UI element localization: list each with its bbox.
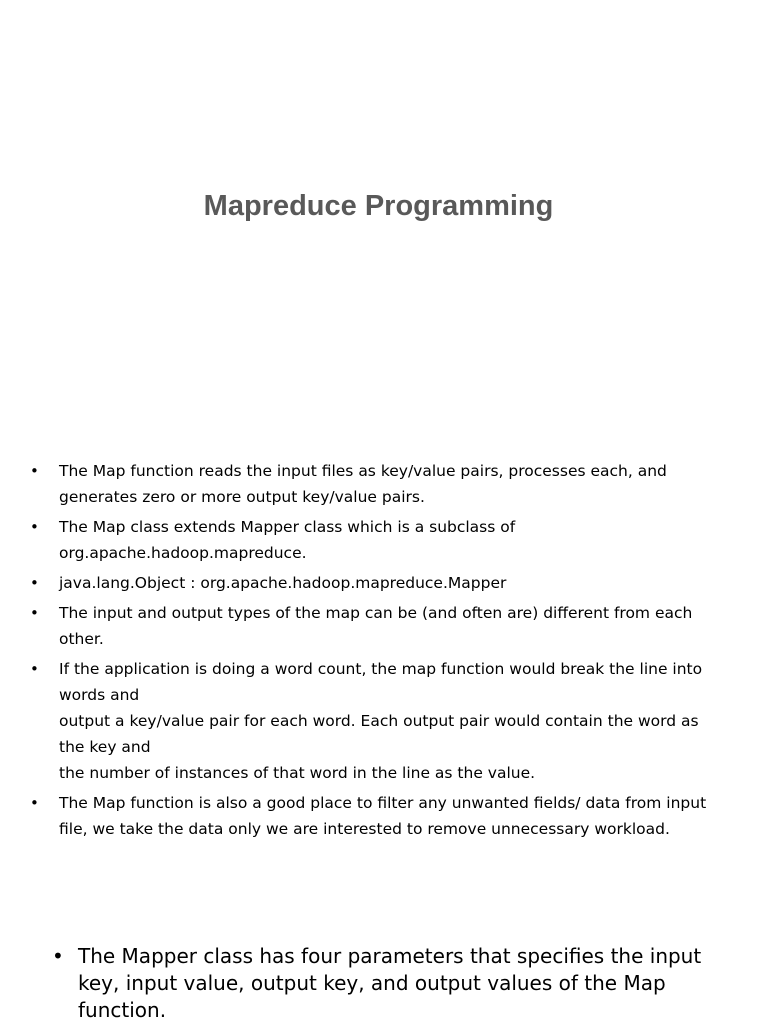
list-item [30, 458, 710, 510]
list-item [30, 514, 710, 566]
bullet-text: java.lang.Object : org.apache.hadoop.mapreduce.Mapper [59, 574, 507, 592]
bullet-text: The Map function reads the input files as key/value pairs, processes each, and generates zero or more output key/value pairs. [59, 462, 667, 506]
bullet-text: If the application is doing a word count, the map function would break the line into words and [59, 660, 703, 704]
bullet-text: the number of instances of that word in the line as the value. [59, 764, 536, 782]
list-item [30, 600, 710, 652]
bullet-text: The Map function is also a good place to filter any unwanted fields/ data from input file, we take the data only we are interested to remove unnecessary workload. [59, 794, 707, 838]
bullet-icon: • [30, 518, 39, 536]
list-item [52, 943, 742, 1024]
bullet-text: output a key/value pair for each word. Each output pair would contain the word as the key and [59, 712, 699, 756]
list-item [30, 656, 710, 786]
bottom-bullet-list [52, 943, 742, 1024]
list-item [30, 570, 710, 596]
bullet-list [30, 458, 710, 846]
slide-title: Mapreduce Programming [203, 190, 554, 222]
bullet-icon: • [30, 462, 39, 480]
bullet-icon: • [30, 604, 39, 622]
list-item [30, 790, 710, 842]
bullet-text: The Map class extends Mapper class which is a subclass of org.apache.hadoop.mapreduce. [59, 518, 516, 562]
bullet-icon: • [52, 944, 64, 968]
bullet-text: The Mapper class has four parameters that specifies the input key, input value, output key, and output values of the Map function. [78, 944, 702, 1022]
bullet-icon: • [30, 574, 39, 592]
bullet-icon: • [30, 660, 39, 678]
bullet-text: The input and output types of the map can be (and often are) different from each other. [59, 604, 693, 648]
bullet-icon: • [30, 794, 39, 812]
